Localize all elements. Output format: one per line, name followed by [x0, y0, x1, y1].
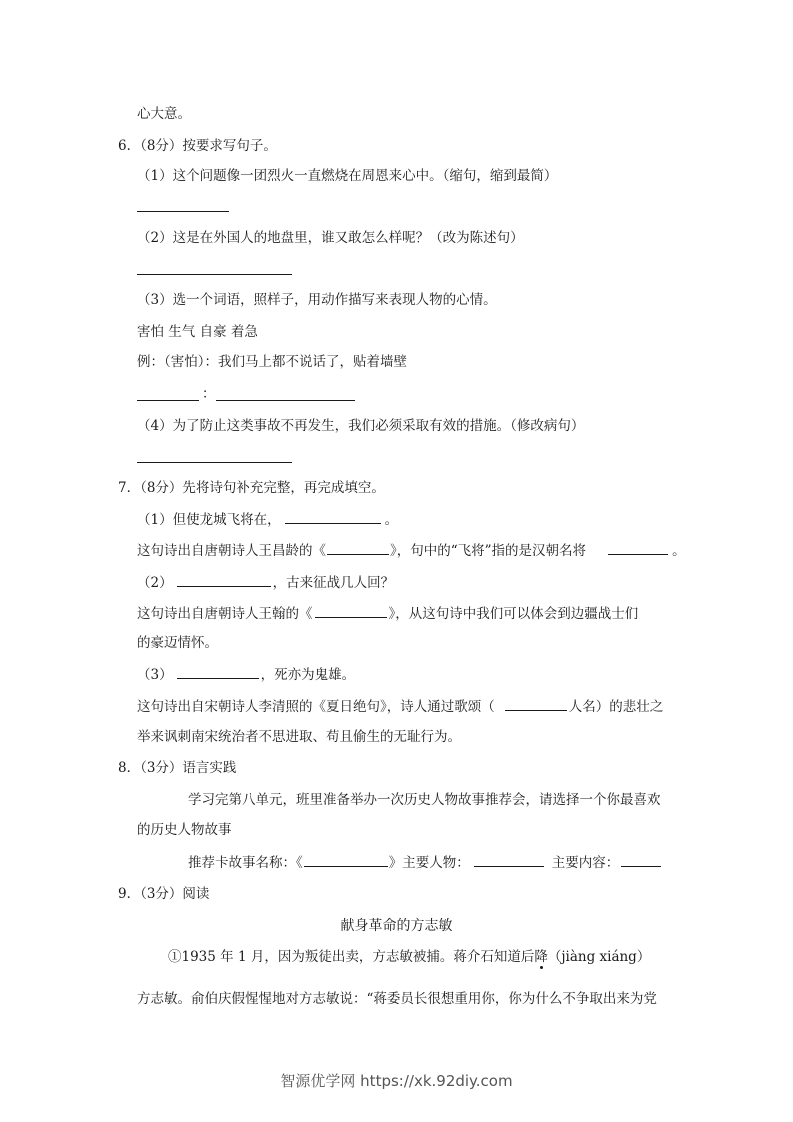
reading-paragraph-1-line-1 [168, 947, 650, 967]
poem-1-info-a: 这句诗出自唐朝诗人王昌龄的《 [137, 543, 326, 559]
question-8-body-1: 学习完第八单元，班里准备举办一次历史人物故事推荐会，请选择一个你最喜欢 [188, 792, 661, 808]
poem-2-info-a: 这句诗出自唐朝诗人王翰的《 [137, 606, 313, 622]
question-9-header: 9．（3分）阅读 [118, 886, 210, 902]
question-6-item-1: （1）这个问题像一团烈火一直燃烧在周恩来心中。（缩句，缩到最简） [137, 168, 558, 184]
poem-line-3-end: ，死亦为鬼雄。 [260, 667, 356, 683]
answer-blank-6-3-word[interactable] [137, 400, 199, 401]
card-main-content-label: 主要内容： [551, 855, 620, 871]
question-6-item-2: （2）这是在外国人的地盘里，谁又敢怎么样呢？（改为陈述句） [137, 230, 524, 246]
answer-blank-6-1[interactable] [137, 211, 229, 212]
reading-paragraph-1-line-2: 方志敏。俞伯庆假惺惺地对方志敏说：“蒋委员长很想重用你，你为什么不争取出来为党 [137, 991, 657, 1007]
answer-blank-7-2[interactable] [177, 572, 271, 587]
reading-title: 献身革命的方志敏 [340, 918, 453, 934]
poem-3-info-a: 这句诗出自宋朝诗人李清照的《夏日绝句》，诗人通过歌颂（ [137, 699, 495, 715]
poem-line-2-end: ，古来征战几人回？ [272, 575, 395, 591]
answer-blank-7-3[interactable] [177, 664, 259, 679]
card-main-person-label: 》主要人物： [388, 855, 470, 871]
poem-line-1-start: （1）但使龙城飞将在， [137, 512, 281, 528]
poem-2-info-b: 》，从这句诗中我们可以体会到边疆战士们 [388, 606, 639, 622]
answer-blank-main-person[interactable] [474, 852, 544, 867]
reading-text-a: ①1935 年 1 月，因为叛徒出卖，方志敏被捕。蒋介石知道后 [168, 949, 535, 965]
poem-3-info-end: 举来讽刺南宋统治者不思进取、苟且偷生的无耻行为。 [137, 729, 461, 745]
emphasized-character: 降 [534, 949, 548, 965]
recommend-card [188, 852, 661, 873]
answer-blank-7-2-title[interactable] [315, 603, 387, 618]
answer-blank-main-content[interactable] [621, 852, 661, 867]
poem-line-2-start: （2） [137, 575, 173, 591]
colon-separator: ： [202, 386, 216, 402]
poem-line-1 [137, 509, 398, 530]
poem-line-2 [137, 572, 394, 593]
question-6-item-4: （4）为了防止这类事故不再发生，我们必须采取有效的措施。（修改病句） [137, 418, 585, 434]
poem-line-3-start: （3） [137, 667, 173, 683]
answer-blank-7-3-person[interactable] [505, 696, 567, 711]
card-story-name-label: 推荐卡故事名称：《 [188, 855, 303, 871]
answer-blank-6-2[interactable] [137, 274, 292, 275]
previous-text-tail: 心大意。 [137, 106, 191, 122]
question-8-header: 8．（3分）语言实践 [118, 760, 237, 776]
poem-2-info [137, 603, 638, 624]
question-8-body-2: 的历史人物故事 [137, 822, 232, 838]
poem-3-info [137, 696, 663, 717]
answer-blank-story-name[interactable] [304, 852, 388, 867]
answer-blank-7-1-title[interactable] [327, 540, 389, 555]
question-7-header: 7．（8分）先将诗句补充完整，再完成填空。 [118, 480, 385, 496]
answer-blank-7-1[interactable] [285, 509, 381, 524]
question-6-item-3: （3）选一个词语，照样子，用动作描写来表现人物的心情。 [137, 292, 497, 308]
pinyin-options: （jiàng xiáng） [547, 949, 651, 965]
example-sentence: 例：（害怕）：我们马上都不说话了，贴着墙壁 [137, 354, 407, 370]
poem-line-3 [137, 664, 355, 685]
poem-1-info [137, 540, 686, 561]
poem-line-1-end: 。 [384, 512, 399, 528]
poem-3-info-b: 人名）的悲壮之 [568, 699, 664, 715]
answer-blank-6-4[interactable] [137, 462, 292, 463]
footer-watermark: 智源优学网 https://xk.92diy.com [280, 1072, 513, 1090]
poem-1-info-c: 。 [672, 543, 686, 559]
poem-1-info-b: 》，句中的“飞将”指的是汉朝名将 [390, 543, 587, 559]
poem-2-info-end: 的豪迈情怀。 [137, 635, 218, 651]
answer-blank-6-3-sentence[interactable] [216, 400, 355, 401]
word-choices: 害怕 生气 自豪 着急 [137, 324, 258, 340]
question-6-header: 6．（8分）按要求写句子。 [118, 138, 277, 154]
answer-blank-7-1-general[interactable] [608, 540, 668, 555]
